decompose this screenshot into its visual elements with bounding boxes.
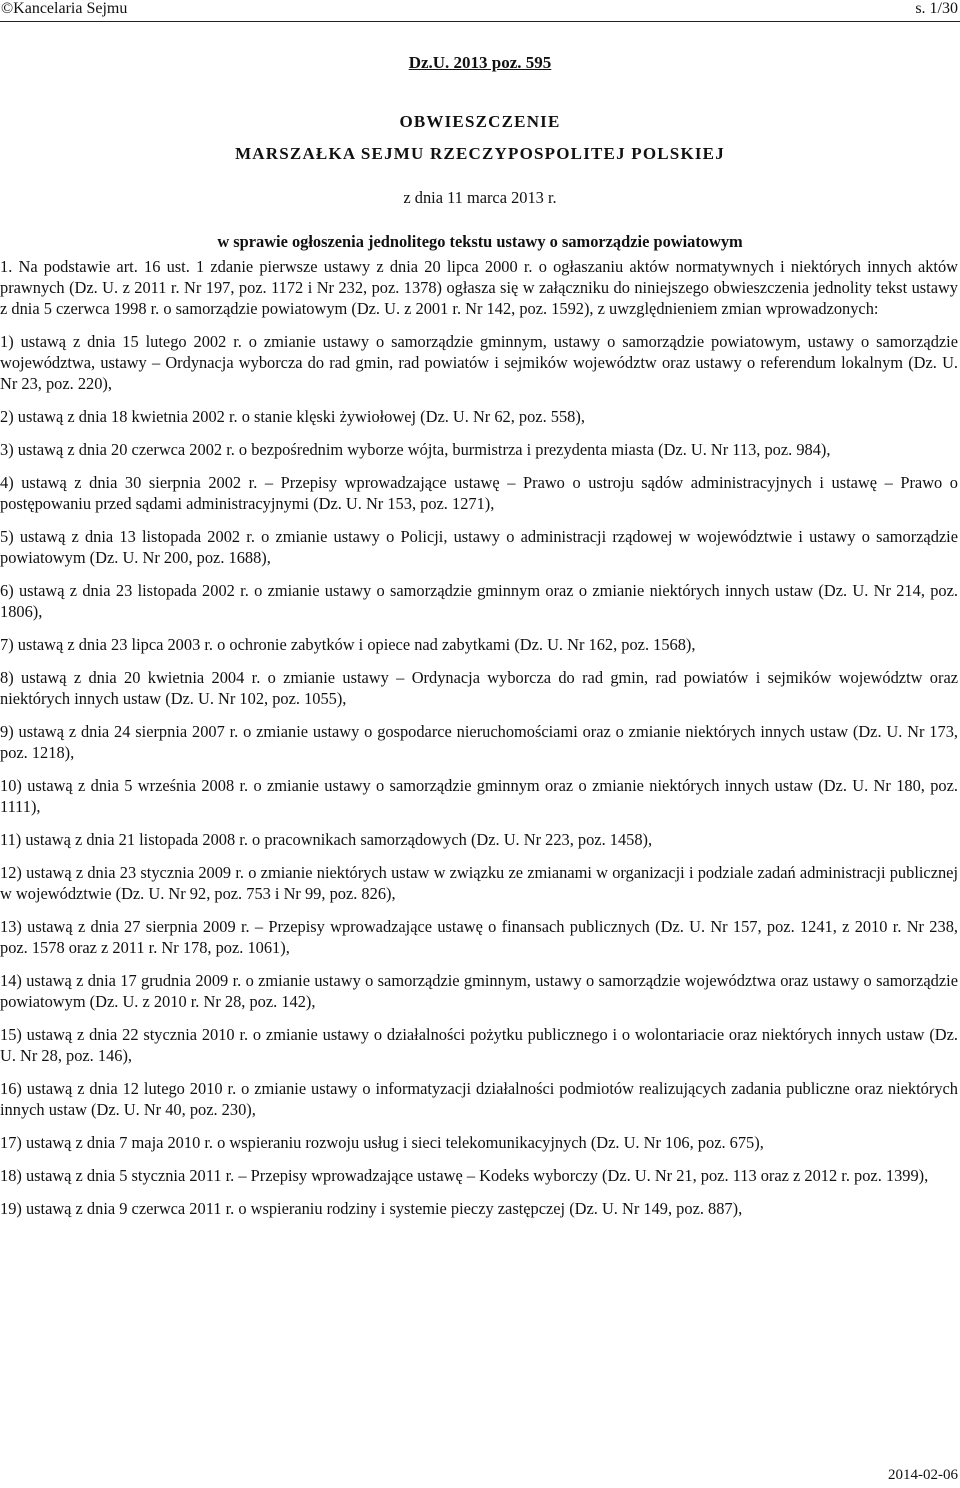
amendment-item: 14) ustawą z dnia 17 grudnia 2009 r. o zmianie ustawy o samorządzie gminnym, ustawy o samorządzie województwa oraz ustawy o samorządzie powiatowym (Dz. U. z 2010 r. Nr 28, poz. 142),: [0, 971, 958, 1011]
amendment-item: 7) ustawą z dnia 23 lipca 2003 r. o ochronie zabytków i opiece nad zabytkami (Dz. U. Nr 162, poz. 1568),: [0, 635, 696, 654]
amendment-item: 8) ustawą z dnia 20 kwietnia 2004 r. o zmianie ustawy – Ordynacja wyborcza do rad gmin, rad powiatów i sejmików województw oraz niektórych innych ustaw (Dz. U. Nr 102, poz. 1055),: [0, 668, 958, 708]
amendment-item: 11) ustawą z dnia 21 listopada 2008 r. o pracownikach samorządowych (Dz. U. Nr 223, poz. 1458),: [0, 830, 653, 849]
amendment-item: 16) ustawą z dnia 12 lutego 2010 r. o zmianie ustawy o informatyzacji działalności podmiotów realizujących zadania publiczne oraz niektórych innych ustaw (Dz. U. Nr 40, poz. 230),: [0, 1079, 958, 1119]
amendment-item: 2) ustawą z dnia 18 kwietnia 2002 r. o stanie klęski żywiołowej (Dz. U. Nr 62, poz. 558),: [0, 407, 585, 426]
amendment-item: 19) ustawą z dnia 9 czerwca 2011 r. o wspieraniu rodziny i systemie pieczy zastępczej (Dz. U. Nr 149, poz. 887),: [0, 1199, 743, 1218]
issuer-heading: MARSZAŁKA SEJMU RZECZYPOSPOLITEJ POLSKIEJ: [235, 144, 725, 163]
amendment-item: 4) ustawą z dnia 30 sierpnia 2002 r. – Przepisy wprowadzające ustawę – Prawo o ustroju sądów administracyjnych i ustawę – Prawo o postępowaniu przed sądami administracyjnymi (Dz. U. Nr 153, poz. 1271),: [0, 473, 958, 513]
document-date: z dnia 11 marca 2013 r.: [403, 188, 557, 207]
amendment-item: 18) ustawą z dnia 5 stycznia 2011 r. – Przepisy wprowadzające ustawę – Kodeks wyborczy (Dz. U. Nr 21, poz. 113 oraz z 2012 r. poz. 1399),: [0, 1166, 929, 1185]
document-type-heading: OBWIESZCZENIE: [399, 112, 561, 131]
document-subject: w sprawie ogłoszenia jednolitego tekstu ustawy o samorządzie powiatowym: [217, 232, 743, 251]
footer-date: 2014-02-06: [888, 1467, 958, 1483]
amendment-item: 12) ustawą z dnia 23 stycznia 2009 r. o zmianie niektórych ustaw w związku ze zmianami w organizacji i podziale zadań administracji publicznej w województwie (Dz. U. Nr 92, poz. 753 i Nr 99, poz. 826),: [0, 863, 958, 903]
amendment-item: 10) ustawą z dnia 5 września 2008 r. o zmianie ustawy o samorządzie gminnym oraz o zmianie niektórych innych ustaw (Dz. U. Nr 180, poz. 1111),: [0, 776, 958, 816]
amendment-item: 3) ustawą z dnia 20 czerwca 2002 r. o bezpośrednim wyborze wójta, burmistrza i prezydenta miasta (Dz. U. Nr 113, poz. 984),: [0, 440, 831, 459]
document-body: [0, 256, 958, 1231]
amendment-item: 17) ustawą z dnia 7 maja 2010 r. o wspieraniu rozwoju usług i sieci telekomunikacyjnych (Dz. U. Nr 106, poz. 675),: [0, 1133, 764, 1152]
page-number: s. 1/30: [915, 0, 958, 17]
amendment-item: 5) ustawą z dnia 13 listopada 2002 r. o zmianie ustawy o Policji, ustawy o administracji rządowej w województwie i ustawy o samorządzie powiatowym (Dz. U. Nr 200, poz. 1688),: [0, 527, 958, 567]
page-header: [0, 0, 960, 22]
amendment-item: 6) ustawą z dnia 23 listopada 2002 r. o zmianie ustawy o samorządzie gminnym oraz o zmianie niektórych innych ustaw (Dz. U. Nr 214, poz. 1806),: [0, 581, 958, 621]
publisher-label: ©Kancelaria Sejmu: [1, 0, 128, 17]
amendment-item: 9) ustawą z dnia 24 sierpnia 2007 r. o zmianie ustawy o gospodarce nieruchomościami oraz o zmianie niektórych innych ustaw (Dz. U. Nr 173, poz. 1218),: [0, 722, 958, 762]
intro-paragraph: 1. Na podstawie art. 16 ust. 1 zdanie pierwsze ustawy z dnia 20 lipca 2000 r. o ogłaszaniu aktów normatywnych i niektórych innych aktów prawnych (Dz. U. z 2011 r. Nr 197, poz. 1172 i Nr 232, poz. 1378) ogłasza się w załączniku do niniejszego obwieszczenia jednolity tekst ustawy z dnia 5 czerwca 1998 r. o samorządzie powiatowym (Dz. U. z 2001 r. Nr 142, poz. 1592), z uwzględnieniem zmian wprowadzonych:: [0, 257, 958, 318]
journal-reference: Dz.U. 2013 poz. 595: [408, 53, 552, 72]
amendment-item: 1) ustawą z dnia 15 lutego 2002 r. o zmianie ustawy o samorządzie gminnym, ustawy o samorządzie powiatowym, ustawy o samorządzie województwa, ustawy – Ordynacja wyborcza do rad gmin, rad powiatów i sejmików województw oraz ustawy o referendum lokalnym (Dz. U. Nr 23, poz. 220),: [0, 332, 958, 393]
amendment-item: 13) ustawą z dnia 27 sierpnia 2009 r. – Przepisy wprowadzające ustawę o finansach publicznych (Dz. U. Nr 157, poz. 1241, z 2010 r. Nr 238, poz. 1578 oraz z 2011 r. Nr 178, poz. 1061),: [0, 917, 958, 957]
amendment-item: 15) ustawą z dnia 22 stycznia 2010 r. o zmianie ustawy o działalności pożytku publicznego i o wolontariacie oraz niektórych innych ustaw (Dz. U. Nr 28, poz. 146),: [0, 1025, 958, 1065]
